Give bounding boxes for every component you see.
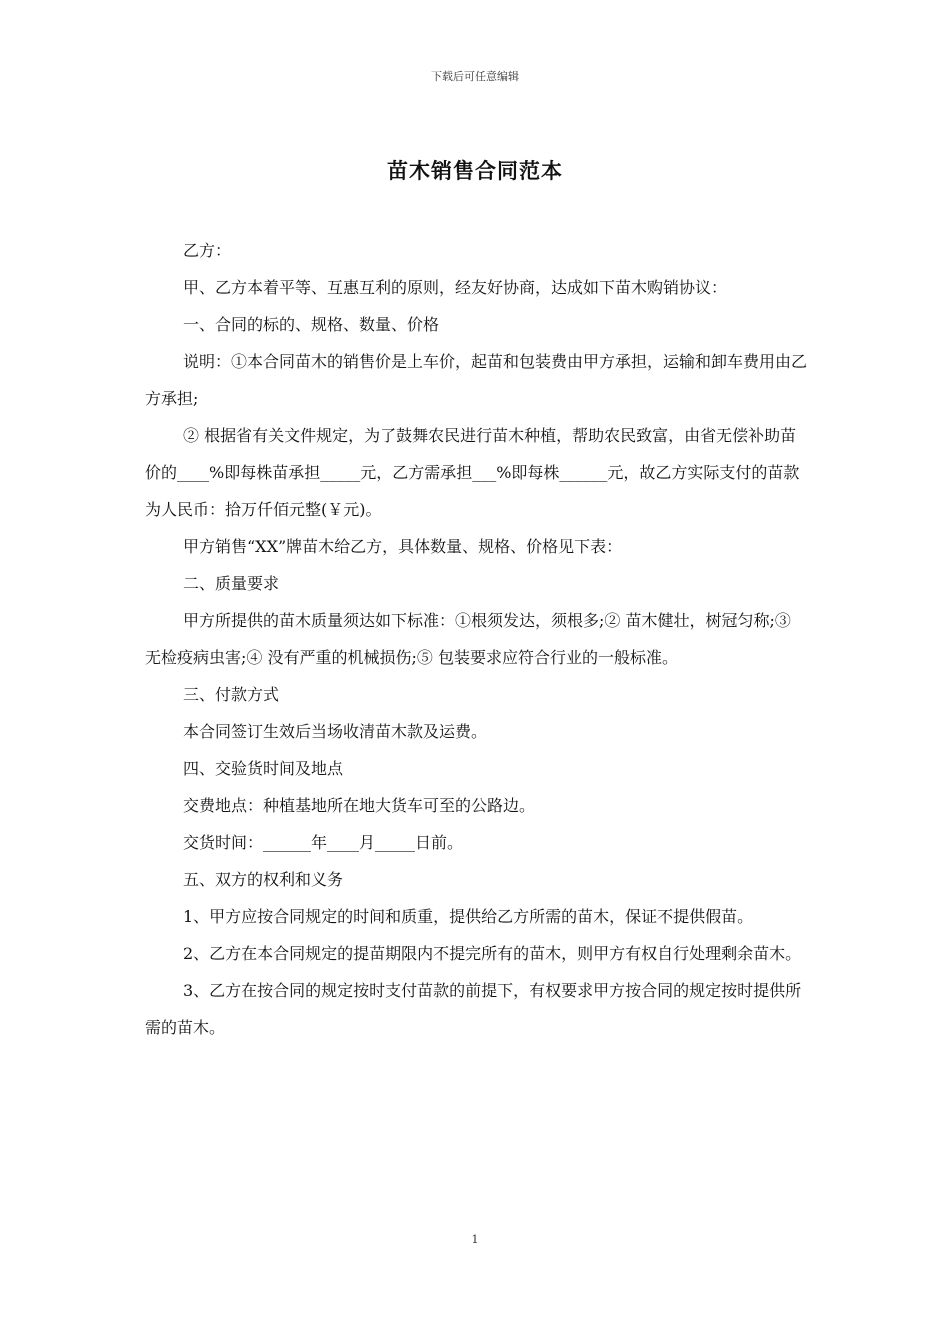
paragraph: 乙方： bbox=[183, 241, 232, 260]
document-body bbox=[145, 232, 810, 1046]
paragraph: 甲方所提供的苗木质量须达如下标准：①根须发达，须根多;② 苗木健壮，树冠匀称;③ 无检疫病虫害;④ 没有严重的机械损伤;⑤ 包装要求应符合行业的一般标准。 bbox=[145, 611, 791, 667]
document-title: 苗木销售合同范本 bbox=[387, 158, 563, 183]
section-heading: 四、交验货时间及地点 bbox=[183, 759, 344, 778]
paragraph: 说明：①本合同苗木的销售价是上车价，起苗和包装费由甲方承担，运输和卸车费用由乙方承担; bbox=[145, 352, 808, 408]
paragraph: ② 根据省有关文件规定，为了鼓舞农民进行苗木种植，帮助农民致富，由省无偿补助苗价的____%即每株苗承担_____元，乙方需承担___%即每株______元，故乙方实际支付的苗款为人民币：拾万仟佰元整(￥元)。 bbox=[145, 426, 800, 519]
paragraph: 甲、乙方本着平等、互惠互利的原则，经友好协商，达成如下苗木购销协议： bbox=[183, 278, 728, 297]
paragraph: 1、甲方应按合同规定的时间和质重，提供给乙方所需的苗木，保证不提供假苗。 bbox=[183, 907, 754, 926]
paragraph: 甲方销售“XX”牌苗木给乙方，具体数量、规格、价格见下表： bbox=[183, 537, 623, 556]
paragraph: 2、乙方在本合同规定的提苗期限内不提完所有的苗木，则甲方有权自行处理剩余苗木。 bbox=[183, 944, 802, 963]
paragraph: 3、乙方在按合同的规定按时支付苗款的前提下，有权要求甲方按合同的规定按时提供所需的苗木。 bbox=[145, 981, 802, 1037]
page-number: 1 bbox=[471, 1233, 479, 1246]
paragraph: 交费地点：种植基地所在地大货车可至的公路边。 bbox=[183, 796, 536, 815]
paragraph: 本合同签订生效后当场收清苗木款及运费。 bbox=[183, 722, 488, 741]
section-heading: 五、双方的权利和义务 bbox=[183, 870, 344, 889]
section-heading: 三、付款方式 bbox=[183, 685, 280, 704]
section-heading: 二、质量要求 bbox=[183, 574, 280, 593]
paragraph: 交货时间：______年____月_____日前。 bbox=[183, 833, 464, 852]
page-header: 下载后可任意编辑 bbox=[431, 70, 519, 83]
section-heading: 一、合同的标的、规格、数量、价格 bbox=[183, 315, 440, 334]
